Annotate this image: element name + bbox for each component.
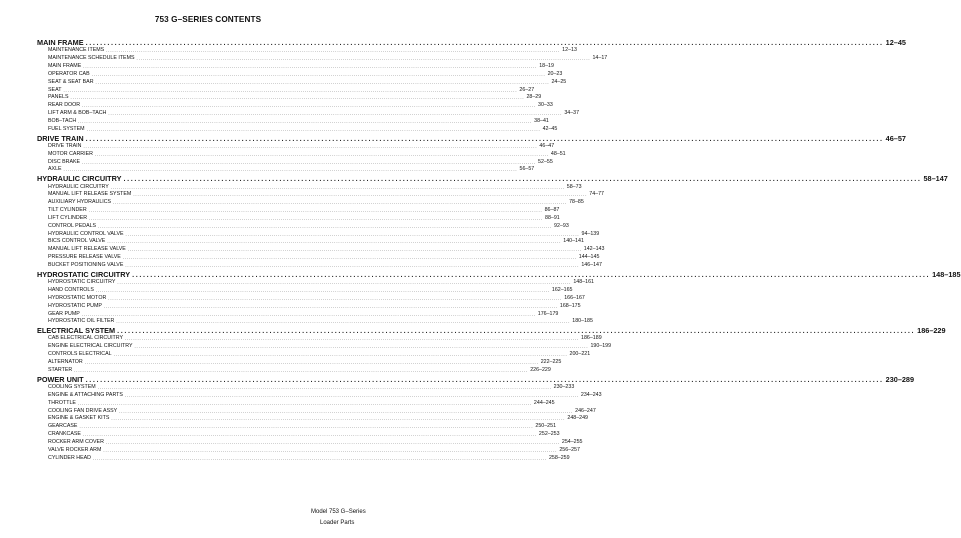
toc-entry-pages: 180–185 bbox=[572, 318, 593, 325]
toc-entry-label: CYLINDER HEAD bbox=[48, 454, 91, 461]
toc-entry bbox=[37, 102, 553, 110]
toc-entry bbox=[37, 125, 558, 134]
toc-section-heading-pages: 58–147 bbox=[923, 174, 948, 184]
toc-entry-pages: 226–229 bbox=[530, 366, 551, 373]
dot-leader: ............................................................................................................................................................................................................................ bbox=[119, 408, 574, 414]
toc-entry-pages: 20–23 bbox=[547, 70, 563, 77]
toc-entry-pages: 78–85 bbox=[569, 199, 584, 206]
dot-leader: ............................................................................................................................................................................................................................ bbox=[89, 215, 544, 221]
toc-entry bbox=[37, 261, 602, 270]
toc-entry bbox=[37, 335, 602, 343]
toc-entry-pages: 200–221 bbox=[569, 351, 591, 358]
toc-entry-pages: 142–143 bbox=[583, 246, 605, 253]
dot-leader: ............................................................................................................................................................................................................................ bbox=[113, 352, 568, 358]
toc-entry bbox=[37, 399, 555, 408]
toc-entry-pages: 24–25 bbox=[551, 78, 567, 85]
toc-entry-pages: 30–33 bbox=[538, 102, 553, 109]
toc-section-heading-label: HYDROSTATIC CIRCUITRY bbox=[37, 269, 131, 279]
toc-section-heading-pages: 186–229 bbox=[917, 326, 946, 336]
toc-entry-pages: 234–243 bbox=[580, 391, 602, 398]
dot-leader: ............................................................................................................................................................................................................................ bbox=[108, 111, 563, 117]
dot-leader: ............................................................................................................................................................................................................................ bbox=[63, 87, 518, 93]
toc-entry bbox=[37, 454, 570, 463]
toc-entry-pages: 162–165 bbox=[551, 286, 573, 293]
toc-entry-pages: 58–73 bbox=[566, 183, 582, 190]
toc-entry-pages: 168–175 bbox=[559, 302, 581, 309]
toc-entry-label: LIFT CYLINDER bbox=[48, 214, 88, 221]
toc-entry-label: HYDROSTATIC CIRCUITRY bbox=[48, 279, 116, 286]
toc-entry bbox=[37, 294, 585, 303]
toc-entry bbox=[37, 302, 581, 311]
dot-leader: ............................................................................................................................................................................................................................ bbox=[123, 174, 922, 184]
toc-entry-pages: 146–147 bbox=[581, 261, 602, 268]
toc-entry-label: PANELS bbox=[48, 94, 69, 101]
toc-entry-pages: 86–87 bbox=[544, 207, 560, 214]
toc-entry bbox=[37, 238, 584, 246]
toc-entry bbox=[37, 246, 605, 254]
toc-entry bbox=[37, 207, 560, 215]
dot-leader: ............................................................................................................................................................................................................................ bbox=[85, 38, 884, 47]
toc-entry-pages: 56–57 bbox=[519, 166, 535, 173]
toc-entry-label: REAR DOOR bbox=[48, 102, 81, 109]
toc-entry bbox=[37, 438, 583, 447]
toc-entry-pages: 46–47 bbox=[539, 142, 555, 149]
toc-entry bbox=[37, 62, 554, 71]
toc-entry bbox=[37, 230, 600, 239]
toc-entry-label: GEARCASE bbox=[48, 423, 78, 430]
footer-doc-title: Loader Parts bbox=[320, 520, 355, 526]
toc-entry-label: CRANKCASE bbox=[48, 431, 81, 438]
dot-leader: ............................................................................................................................................................................................................................ bbox=[103, 303, 558, 309]
toc-entry-pages: 42–45 bbox=[542, 125, 558, 132]
toc-section-heading bbox=[37, 374, 915, 384]
toc-entry-label: SEAT & SEAT BAR bbox=[48, 78, 94, 85]
toc-entry-pages: 38–41 bbox=[534, 117, 549, 124]
toc-entry bbox=[37, 415, 588, 423]
toc-entry-pages: 230–233 bbox=[553, 384, 575, 390]
toc-section-heading bbox=[37, 174, 948, 184]
page-title: 753 G–SERIES CONTENTS bbox=[154, 15, 262, 24]
dot-leader: ............................................................................................................................................................................................................................ bbox=[79, 424, 534, 430]
toc-entry-label: HYDRAULIC CIRCUITRY bbox=[48, 183, 109, 190]
toc-entry-label: MANUAL LIFT RELEASE SYSTEM bbox=[48, 191, 132, 198]
dot-leader: ............................................................................................................................................................................................................................ bbox=[82, 159, 537, 165]
toc-entry-label: LIFT ARM & BOB–TACH bbox=[48, 110, 107, 117]
dot-leader: ............................................................................................................................................................................................................................ bbox=[83, 143, 538, 149]
toc-entry bbox=[37, 78, 567, 87]
toc-entry-label: BOB–TACH bbox=[48, 117, 77, 124]
toc-entry-label: GEAR PUMP bbox=[48, 310, 80, 317]
toc-entry-pages: 18–19 bbox=[539, 62, 554, 69]
dot-leader: ............................................................................................................................................................................................................................ bbox=[136, 56, 591, 62]
toc-entry-label: ENGINE ELECTRICAL CIRCUITRY bbox=[48, 343, 133, 350]
toc-section-heading-label: ELECTRICAL SYSTEM bbox=[37, 326, 116, 336]
footer-model: Model 753 G–Series bbox=[311, 509, 366, 515]
dot-leader: ............................................................................................................................................................................................................................ bbox=[122, 255, 577, 261]
dot-leader: ............................................................................................................................................................................................................................ bbox=[63, 167, 518, 173]
toc-entry-label: MOTOR CARRIER bbox=[48, 150, 93, 157]
dot-leader: ............................................................................................................................................................................................................................ bbox=[98, 223, 553, 229]
dot-leader: ............................................................................................................................................................................................................................ bbox=[116, 319, 571, 325]
toc-entry-pages: 248–249 bbox=[567, 415, 588, 422]
toc-entry bbox=[37, 47, 577, 55]
toc-entry-label: PRESSURE RELEASE VALVE bbox=[48, 254, 121, 261]
toc-section-heading-label: POWER UNIT bbox=[37, 374, 84, 384]
toc-entry-label: COOLING FAN DRIVE ASSY bbox=[48, 407, 118, 414]
toc-entry bbox=[37, 366, 551, 375]
toc-entry-label: ROCKER ARM COVER bbox=[48, 438, 104, 445]
dot-leader: ............................................................................................................................................................................................................................ bbox=[124, 392, 579, 398]
toc-entry-label: COOLING SYSTEM bbox=[48, 384, 96, 390]
toc-entry bbox=[37, 214, 560, 223]
toc-entry bbox=[37, 359, 562, 367]
toc-section-heading-pages: 12–45 bbox=[885, 38, 906, 47]
toc-entry-label: STARTER bbox=[48, 366, 73, 373]
toc-entry-label: SEAT bbox=[48, 86, 62, 93]
toc-entry-pages: 52–55 bbox=[538, 158, 553, 165]
toc-entry-label: AXLE bbox=[48, 166, 62, 173]
toc-entry bbox=[37, 86, 535, 95]
dot-leader: ............................................................................................................................................................................................................................ bbox=[107, 239, 562, 245]
toc-entry bbox=[37, 142, 555, 151]
dot-leader: ............................................................................................................................................................................................................................ bbox=[84, 360, 539, 366]
toc-section-heading bbox=[37, 269, 961, 279]
toc-entry-label: HYDROSTATIC OIL FILTER bbox=[48, 318, 115, 325]
toc-section-heading-pages: 148–185 bbox=[932, 269, 961, 279]
dot-leader: ............................................................................................................................................................................................................................ bbox=[125, 336, 580, 342]
toc-entry bbox=[37, 318, 593, 326]
toc-entry-label: HYDROSTATIC PUMP bbox=[48, 302, 102, 309]
toc-entry bbox=[37, 183, 582, 192]
toc-entry-pages: 26–27 bbox=[519, 86, 535, 93]
dot-leader: ............................................................................................................................................................................................................................ bbox=[82, 103, 537, 109]
toc-entry-label: ENGINE & ATTACHING PARTS bbox=[48, 391, 123, 398]
toc-entry bbox=[37, 351, 591, 359]
toc-entry bbox=[37, 254, 600, 262]
toc-entry-label: CONTROL PEDALS bbox=[48, 222, 97, 229]
toc-entry-pages: 252–253 bbox=[538, 431, 560, 438]
dot-leader: ............................................................................................................................................................................................................................ bbox=[81, 311, 536, 317]
dot-leader: ............................................................................................................................................................................................................................ bbox=[88, 208, 543, 214]
dot-leader: ............................................................................................................................................................................................................................ bbox=[94, 151, 549, 157]
toc-entry-pages: 48–51 bbox=[550, 150, 566, 157]
toc-entry-pages: 144–145 bbox=[578, 254, 600, 261]
toc-entry bbox=[37, 446, 580, 455]
toc-entry bbox=[37, 199, 584, 207]
toc-entry bbox=[37, 407, 596, 416]
toc-entry-pages: 256–257 bbox=[559, 446, 580, 453]
dot-leader: ............................................................................................................................................................................................................................ bbox=[106, 48, 561, 54]
toc-entry-label: VALVE ROCKER ARM bbox=[48, 446, 102, 453]
toc-entry bbox=[37, 431, 560, 439]
toc-entry-pages: 166–167 bbox=[564, 294, 585, 301]
toc-entry-pages: 28–29 bbox=[526, 94, 542, 101]
toc-entry-pages: 14–17 bbox=[592, 55, 608, 62]
dot-leader: ............................................................................................................................................................................................................................ bbox=[74, 367, 529, 373]
dot-leader: ............................................................................................................................................................................................................................ bbox=[85, 133, 884, 143]
toc-section-heading-pages: 46–57 bbox=[885, 133, 906, 143]
table-of-contents bbox=[37, 38, 961, 462]
toc-entry-pages: 246–247 bbox=[575, 407, 596, 414]
toc-entry-pages: 92–93 bbox=[554, 222, 569, 229]
toc-entry-pages: 140–141 bbox=[563, 238, 584, 245]
toc-entry-pages: 250–251 bbox=[535, 423, 557, 430]
toc-entry bbox=[37, 191, 604, 199]
toc-entry-label: OPERATOR CAB bbox=[48, 70, 90, 77]
dot-leader: ............................................................................................................................................................................................................................ bbox=[108, 295, 563, 301]
toc-entry bbox=[37, 384, 575, 392]
toc-entry bbox=[37, 423, 557, 431]
toc-entry-label: MAIN FRAME bbox=[48, 62, 82, 69]
toc-entry-pages: 74–77 bbox=[589, 191, 604, 198]
toc-entry-pages: 244–245 bbox=[533, 399, 555, 406]
dot-leader: ............................................................................................................................................................................................................................ bbox=[113, 200, 568, 206]
toc-entry-label: ENGINE & GASKET KITS bbox=[48, 415, 110, 422]
toc-entry bbox=[37, 158, 553, 167]
toc-entry-label: DISC BRAKE bbox=[48, 158, 81, 165]
toc-entry bbox=[37, 222, 569, 231]
toc-entry-label: HYDROSTATIC MOTOR bbox=[48, 294, 107, 301]
toc-entry bbox=[37, 110, 580, 118]
toc-entry-label: MANUAL LIFT RELEASE VALVE bbox=[48, 246, 126, 253]
dot-leader: ............................................................................................................................................................................................................................ bbox=[86, 126, 541, 132]
toc-entry bbox=[37, 391, 602, 400]
dot-leader: ............................................................................................................................................................................................................................ bbox=[111, 416, 566, 422]
toc-entry-label: ALTERNATOR bbox=[48, 359, 83, 366]
dot-leader: ............................................................................................................................................................................................................................ bbox=[70, 95, 525, 101]
toc-entry bbox=[37, 70, 563, 79]
dot-leader: ............................................................................................................................................................................................................................ bbox=[78, 118, 533, 124]
toc-section-heading-label: HYDRAULIC CIRCUITRY bbox=[37, 174, 122, 184]
toc-entry bbox=[37, 94, 542, 102]
dot-leader: ............................................................................................................................................................................................................................ bbox=[77, 400, 532, 406]
dot-leader: ............................................................................................................................................................................................................................ bbox=[117, 326, 916, 336]
dot-leader: ............................................................................................................................................................................................................................ bbox=[103, 447, 558, 453]
toc-entry bbox=[37, 166, 535, 174]
toc-entry-label: BICS CONTROL VALVE bbox=[48, 238, 106, 245]
dot-leader: ............................................................................................................................................................................................................................ bbox=[82, 432, 537, 438]
toc-section-heading bbox=[37, 38, 906, 47]
toc-entry bbox=[37, 286, 573, 295]
toc-entry-label: DRIVE TRAIN bbox=[48, 142, 82, 149]
toc-section-heading-label: DRIVE TRAIN bbox=[37, 133, 84, 143]
dot-leader: ............................................................................................................................................................................................................................ bbox=[91, 71, 546, 77]
toc-entry-pages: 190–199 bbox=[590, 343, 612, 350]
dot-leader: ............................................................................................................................................................................................................................ bbox=[125, 262, 580, 268]
toc-section-heading-pages: 230–289 bbox=[885, 374, 915, 384]
toc-entry-label: HYDRAULIC CONTROL VALVE bbox=[48, 230, 124, 237]
toc-entry-pages: 34–37 bbox=[564, 110, 580, 117]
toc-entry-label: CAB ELECTRICAL CIRCUITRY bbox=[48, 335, 124, 342]
dot-leader: ............................................................................................................................................................................................................................ bbox=[85, 374, 884, 384]
dot-leader: ............................................................................................................................................................................................................................ bbox=[134, 344, 589, 350]
toc-entry-label: HAND CONTROLS bbox=[48, 286, 94, 293]
toc-section-heading bbox=[37, 326, 946, 336]
toc-entry-label: AUXILIARY HYDRAULICS bbox=[48, 199, 112, 206]
dot-leader: ............................................................................................................................................................................................................................ bbox=[95, 79, 550, 85]
toc-entry-pages: 148–161 bbox=[573, 279, 594, 286]
dot-leader: ............................................................................................................................................................................................................................ bbox=[83, 63, 538, 69]
toc-entry-pages: 258–259 bbox=[548, 454, 570, 461]
toc-entry-label: TILT CYLINDER bbox=[48, 207, 87, 214]
toc-entry-label: CONTROLS ELECTRICAL bbox=[48, 351, 112, 358]
dot-leader: ............................................................................................................................................................................................................................ bbox=[125, 231, 580, 237]
toc-entry-label: MAINTENANCE SCHEDULE ITEMS bbox=[48, 55, 135, 62]
toc-entry bbox=[37, 343, 612, 351]
toc-entry-label: THROTTLE bbox=[48, 399, 76, 406]
dot-leader: ............................................................................................................................................................................................................................ bbox=[92, 455, 547, 461]
toc-entry bbox=[37, 150, 566, 159]
toc-entry bbox=[37, 55, 608, 63]
toc-entry-label: BUCKET POSITIONING VALVE bbox=[48, 261, 124, 268]
dot-leader: ............................................................................................................................................................................................................................ bbox=[133, 192, 588, 198]
dot-leader: ............................................................................................................................................................................................................................ bbox=[110, 184, 565, 190]
toc-entry bbox=[37, 117, 549, 126]
toc-section-heading-label: MAIN FRAME bbox=[37, 38, 84, 47]
toc-entry-pages: 222–225 bbox=[540, 359, 562, 366]
dot-leader: ............................................................................................................................................................................................................................ bbox=[117, 280, 572, 286]
toc-entry-pages: 88–91 bbox=[545, 214, 560, 221]
dot-leader: ............................................................................................................................................................................................................................ bbox=[95, 287, 550, 293]
toc-entry-label: FUEL SYSTEM bbox=[48, 125, 85, 132]
toc-entry bbox=[37, 279, 594, 287]
dot-leader: ............................................................................................................................................................................................................................ bbox=[97, 385, 552, 390]
toc-entry-label: MAINTENANCE ITEMS bbox=[48, 47, 105, 54]
toc-section-heading bbox=[37, 133, 906, 143]
dot-leader: ............................................................................................................................................................................................................................ bbox=[105, 439, 560, 445]
toc-entry-pages: 12–13 bbox=[562, 47, 577, 54]
dot-leader: ............................................................................................................................................................................................................................ bbox=[132, 269, 931, 279]
toc-entry-pages: 254–255 bbox=[561, 438, 583, 445]
dot-leader: ............................................................................................................................................................................................................................ bbox=[127, 247, 582, 253]
toc-entry-pages: 176–179 bbox=[537, 310, 559, 317]
toc-entry-pages: 186–189 bbox=[581, 335, 602, 342]
toc-entry bbox=[37, 310, 559, 319]
toc-entry-pages: 94–139 bbox=[581, 230, 600, 237]
